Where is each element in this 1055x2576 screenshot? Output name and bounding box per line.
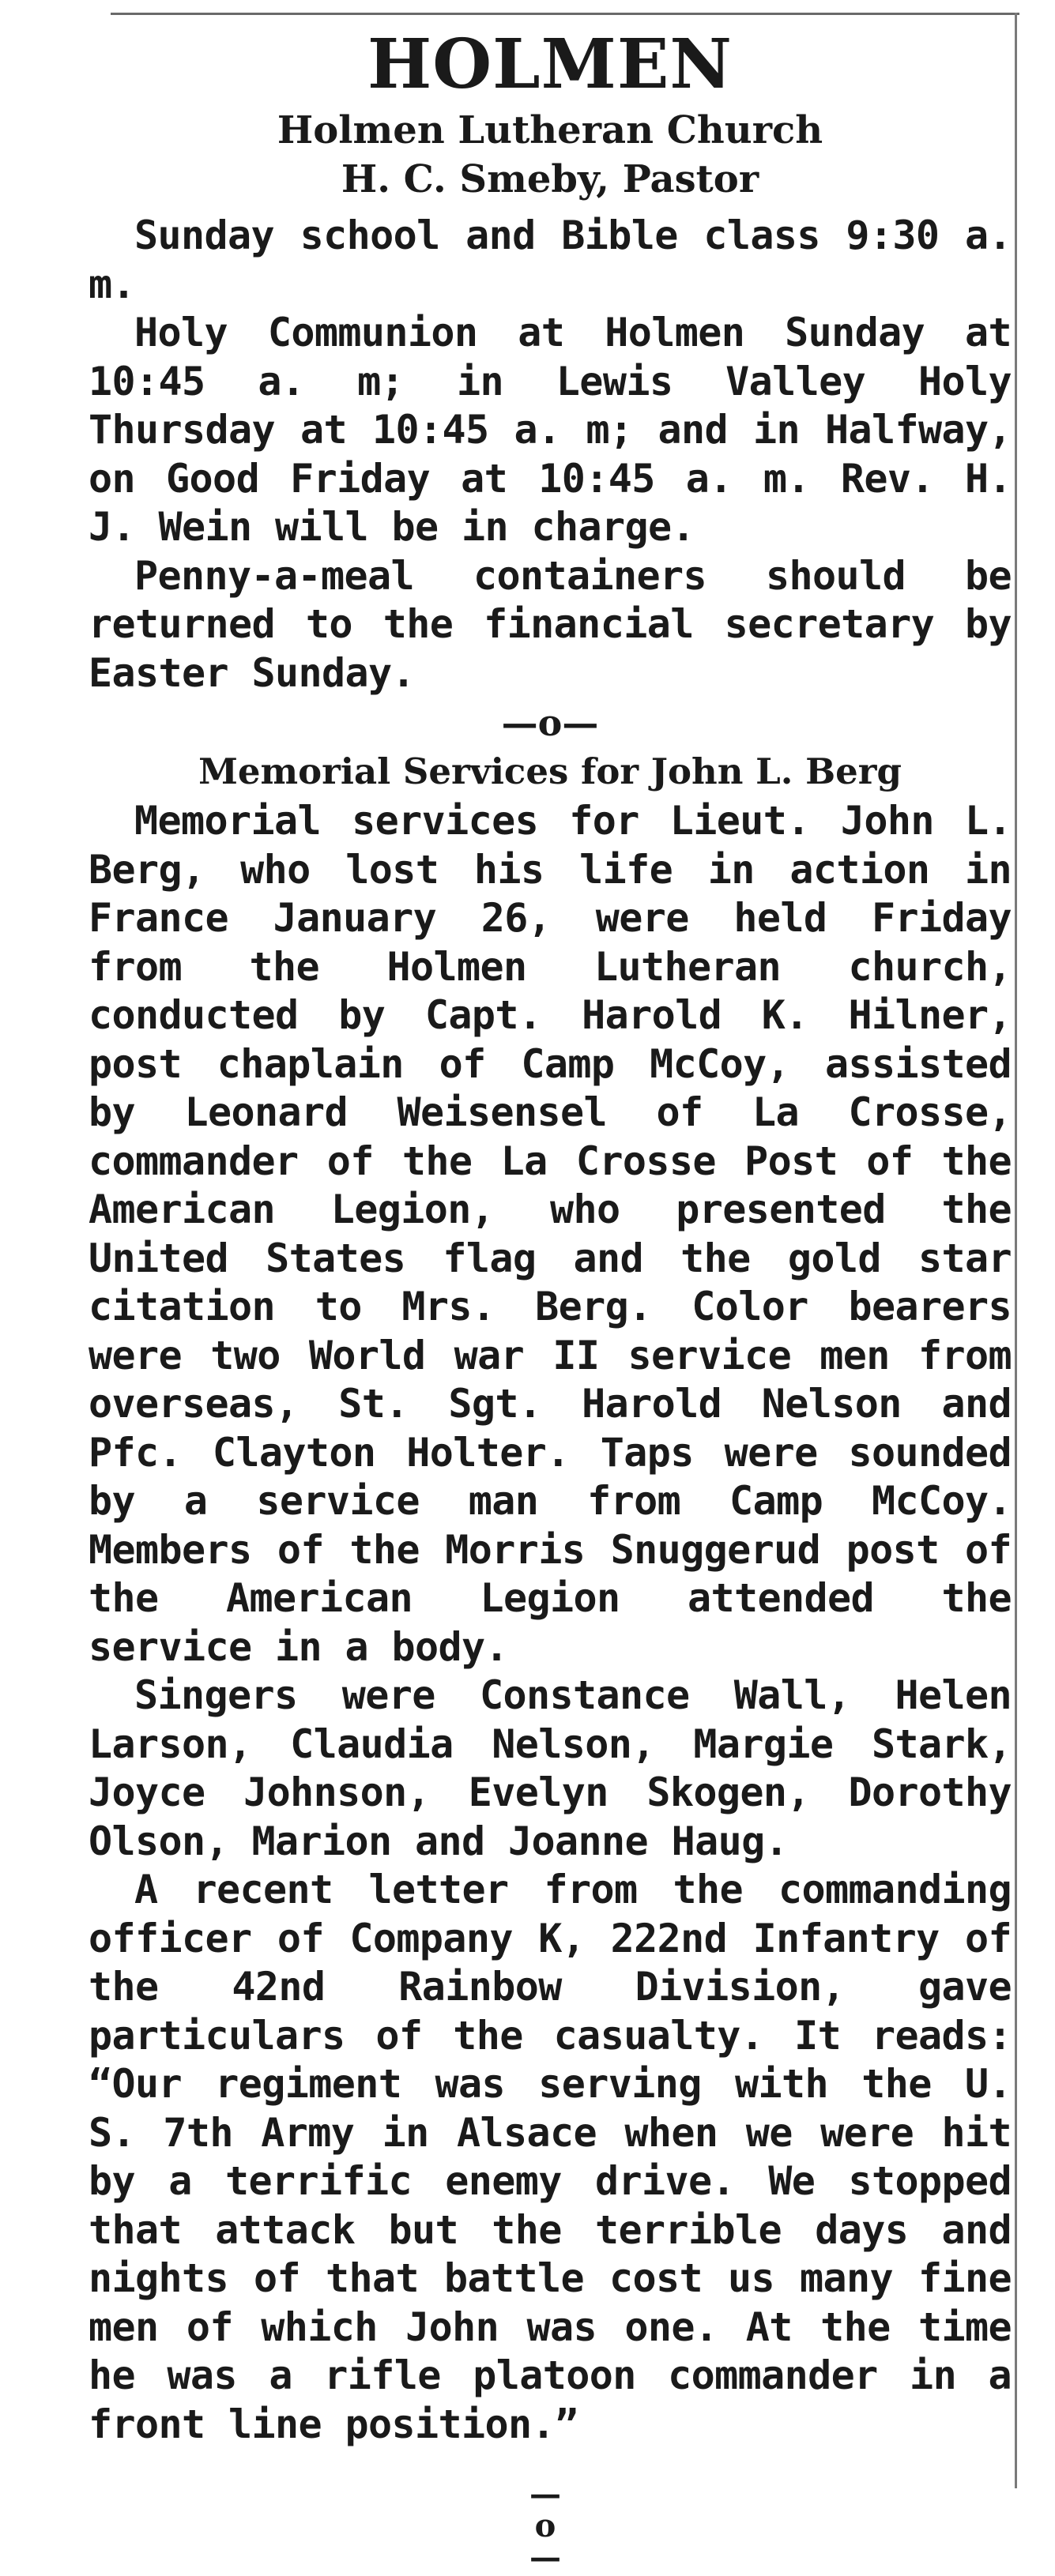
section-separator: —o— [501,701,599,744]
section-heading: Memorial Services for John L. Berg [198,750,902,792]
church-name: Holmen Lutheran Church [277,108,823,152]
paragraph-singers: Singers were Constance Wall, Helen Larson, Claudia Nelson, Margie Stark, Joyce Johnson, Evelyn Skogen, Dorothy Olson, Marion and Joanne Haug. [89,1672,1012,1864]
page-title: HOLMEN [367,24,733,104]
column-rule [1015,13,1017,2488]
news-column [89,24,1012,2449]
pastor-name: H. C. Smeby, Pastor [341,157,759,201]
paragraph-penny-a-meal: Penny-a-meal containers should be returned to the financial secretary by Easter Sunday. [89,552,1012,696]
paragraph-sunday-school: Sunday school and Bible class 9:30 a. m. [89,212,1012,307]
bottom-separator: —o— [529,2476,561,2576]
top-rule [111,13,1019,15]
paragraph-memorial-services: Memorial services for Lieut. John L. Berg, who lost his life in action in France January 26, were held Friday from the Holmen Lutheran church, conducted by Capt. Harold K. Hilner, post chaplain of Camp McCoy, assisted by Leonard Weisensel of La Crosse, commander of the La Crosse Post of the American Legion, who presented the United States flag and the gold star citation to Mrs. Berg. Color bearers were two World war II service men from overseas, St. Sgt. Harold Nelson and Pfc. Clayton Holter. Taps were sounded by a service man from Camp McCoy. Members of the Morris Snuggerud post of the American Legion attended the service in a body. [89,798,1012,1670]
paragraph-holy-communion: Holy Communion at Holmen Sunday at 10:45 a. m; in Lewis Valley Holy Thursday at 10:45 a. m; and in Halfway, on Good Friday at 10:45 a. m. Rev. H. J. Wein will be in charge. [89,310,1012,550]
paragraph-letter: A recent letter from the commanding officer of Company K, 222nd Infantry of the 42nd Rainbow Division, gave particulars of the casualty. It reads: “Our regiment was serving with the U. S. 7th Army in Alsace when we were hit by a terrific enemy drive. We stopped that attack but the terrible days and nights of that battle cost us many fine men of which John was one. At the time he was a rifle platoon commander in a front line position.” [89,1867,1012,2447]
